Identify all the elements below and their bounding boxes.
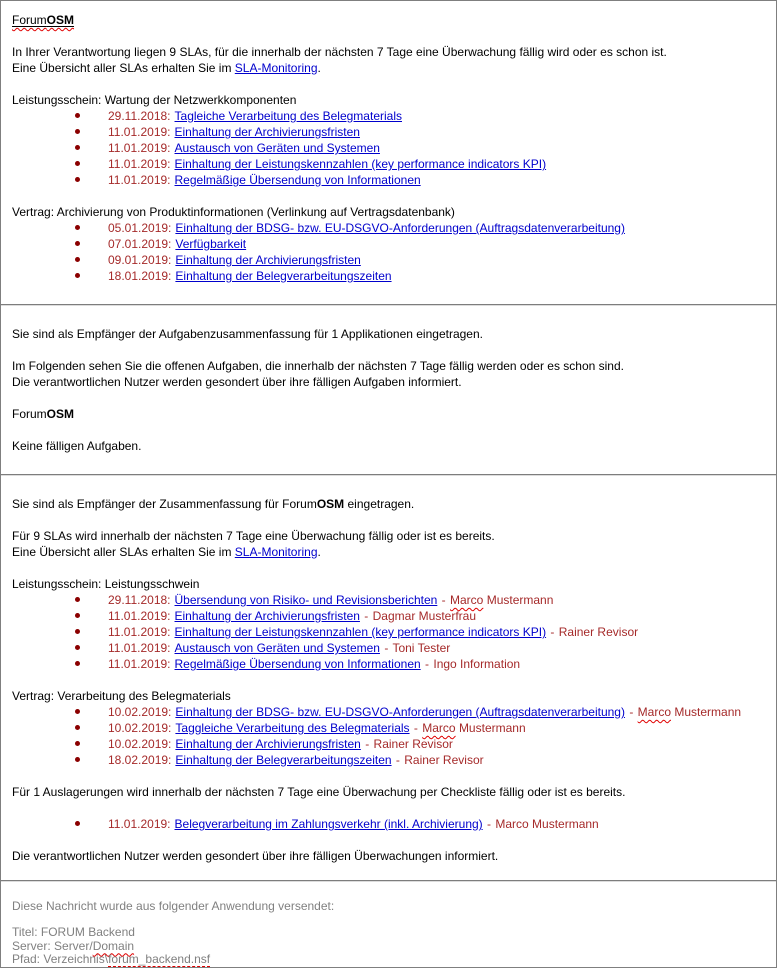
sla-item	[12, 172, 765, 188]
due-date: 09.01.2019:	[108, 253, 172, 267]
user-name: Mustermann	[486, 593, 554, 607]
sla-overview-prefix: Eine Übersicht aller SLAs erhalten Sie im	[12, 61, 232, 75]
tasks-summary-section	[1, 326, 776, 454]
due-date: 10.02.2019:	[108, 705, 172, 719]
due-date: 29.11.2018:	[108, 593, 171, 607]
item-separator: -	[441, 593, 446, 607]
sla-link[interactable]: Regelmäßige Übersendung von Informationen	[174, 173, 421, 187]
brand-prefix: Forum	[282, 497, 317, 511]
user-name-marked: Marco	[450, 593, 484, 607]
item-separator: -	[384, 641, 389, 655]
footer-server-line	[12, 940, 765, 954]
sla-link[interactable]: Austausch von Geräten und Systemen	[174, 141, 380, 155]
app-brand-inline	[282, 497, 344, 511]
sla-link[interactable]: Einhaltung der Archivierungsfristen	[174, 609, 360, 623]
user-name: Mustermann	[674, 705, 742, 719]
footer-path-line	[12, 953, 765, 967]
sla-link[interactable]: Taggleiche Verarbeitung des Belegmaterials	[175, 721, 410, 735]
user-name: Rainer Revisor	[558, 625, 639, 639]
sla-link[interactable]: Einhaltung der Archivierungsfristen	[174, 125, 360, 139]
sla-list	[12, 108, 765, 188]
tasks-recipient-line: Sie sind als Empfänger der Aufgabenzusammenfassung für 1 Applikationen eingetragen.	[12, 327, 483, 341]
footer-path-prefix: Pfad: Verzeichnis\	[12, 952, 109, 966]
sla-item	[12, 236, 765, 252]
due-date: 18.01.2019:	[108, 269, 172, 283]
due-date: 10.02.2019:	[108, 721, 172, 735]
sla-list	[12, 220, 765, 284]
item-separator: -	[550, 625, 555, 639]
due-date: 11.01.2019:	[108, 157, 171, 171]
sla-item	[12, 108, 765, 124]
sla-list	[12, 592, 765, 672]
due-date: 11.01.2019:	[108, 625, 171, 639]
due-date: 29.11.2018:	[108, 109, 171, 123]
due-date: 11.01.2019:	[108, 141, 171, 155]
due-date: 07.01.2019:	[108, 237, 172, 251]
user-name: Marco Mustermann	[495, 817, 599, 831]
summary-due-line: Für 9 SLAs wird innerhalb der nächsten 7 Tage eine Überwachung fällig oder ist es bereits.	[12, 529, 495, 543]
due-date: 11.01.2019:	[108, 641, 171, 655]
sla-link[interactable]: Verfügbarkeit	[175, 237, 247, 251]
sla-item	[12, 124, 765, 140]
sla-link[interactable]: Tagleiche Verarbeitung des Belegmaterials	[174, 109, 402, 123]
sla-list	[12, 704, 765, 768]
group-title: Leistungsschein: Leistungsschwein	[12, 577, 200, 591]
item-separator: -	[487, 817, 492, 831]
sla-monitoring-link[interactable]: SLA-Monitoring	[234, 545, 318, 559]
group-title: Vertrag: Archivierung von Produktinformationen (Verlinkung auf Vertragsdatenbank)	[12, 205, 455, 219]
sla-link[interactable]: Belegverarbeitung im Zahlungsverkehr (inkl. Archivierung)	[174, 817, 483, 831]
sla-item	[12, 624, 765, 640]
item-separator: -	[413, 721, 418, 735]
closing-line: Die verantwortlichen Nutzer werden gesondert über ihre fälligen Überwachungen informiert.	[12, 849, 499, 863]
sla-item	[12, 816, 765, 832]
due-date: 11.01.2019:	[108, 657, 171, 671]
sla-item	[12, 704, 765, 720]
sla-link[interactable]: Einhaltung der BDSG- bzw. EU-DSGVO-Anforderungen (Auftragsdatenverarbeitung)	[175, 705, 625, 719]
section-divider	[1, 880, 776, 882]
sla-item	[12, 752, 765, 768]
user-name: Toni Tester	[392, 641, 451, 655]
sla-link[interactable]: Einhaltung der Leistungskennzahlen (key performance indicators KPI)	[174, 157, 547, 171]
user-name: Ingo Information	[433, 657, 521, 671]
brand-prefix: Forum	[12, 407, 47, 421]
sla-link[interactable]: Einhaltung der Leistungskennzahlen (key performance indicators KPI)	[174, 625, 547, 639]
sla-link[interactable]: Einhaltung der Archivierungsfristen	[175, 253, 361, 267]
sla-item	[12, 252, 765, 268]
no-tasks-line: Keine fälligen Aufgaben.	[12, 439, 142, 453]
sla-item	[12, 220, 765, 236]
due-date: 05.01.2019:	[108, 221, 172, 235]
summary-recipient-suffix: eingetragen.	[347, 497, 415, 511]
group-title: Vertrag: Verarbeitung des Belegmaterials	[12, 689, 231, 703]
tasks-info-line1: Im Folgenden sehen Sie die offenen Aufgaben, die innerhalb der nächsten 7 Tage fällig werden oder es schon sind.	[12, 359, 624, 373]
section-divider	[1, 474, 776, 476]
sla-link[interactable]: Regelmäßige Übersendung von Informationen	[174, 657, 421, 671]
app-brand-heading	[12, 12, 765, 28]
summary-intro	[12, 528, 765, 560]
sla-item	[12, 608, 765, 624]
due-date: 10.02.2019:	[108, 737, 172, 751]
user-name: Dagmar Musterfrau	[372, 609, 477, 623]
sla-link[interactable]: Einhaltung der Belegverarbeitungszeiten	[175, 753, 392, 767]
user-name-marked: Marco	[637, 705, 671, 719]
sla-link[interactable]: Austausch von Geräten und Systemen	[174, 641, 380, 655]
item-separator: -	[364, 609, 369, 623]
summary-recipient-prefix: Sie sind als Empfänger der Zusammenfassung für	[12, 497, 279, 511]
footer-app-info	[12, 926, 765, 967]
sla-item	[12, 736, 765, 752]
sla-item	[12, 592, 765, 608]
user-name: Rainer Revisor	[373, 737, 453, 751]
footer-server-prefix: Server: Server/	[12, 938, 93, 953]
item-separator: -	[395, 753, 400, 767]
footer-sent-line: Diese Nachricht wurde aus folgender Anwendung versendet:	[12, 899, 335, 913]
tasks-info	[12, 358, 765, 390]
sla-link[interactable]: Einhaltung der BDSG- bzw. EU-DSGVO-Anforderungen (Auftragsdatenverarbeitung)	[175, 221, 625, 235]
due-date: 11.01.2019:	[108, 609, 171, 623]
due-date: 11.01.2019:	[108, 817, 171, 831]
brand-suffix: OSM	[316, 497, 345, 511]
sla-item	[12, 720, 765, 736]
summary-overview-suffix: .	[317, 545, 321, 559]
forum-summary-section	[1, 496, 776, 864]
sla-link[interactable]: Übersendung von Risiko- und Revisionsberichten	[174, 593, 438, 607]
footer-server-domain: Domain	[92, 938, 135, 953]
sla-link[interactable]: Einhaltung der Belegverarbeitungszeiten	[175, 269, 392, 283]
item-separator: -	[629, 705, 634, 719]
tasks-info-line2: Die verantwortlichen Nutzer werden gesondert über ihre fälligen Aufgaben informiert.	[12, 375, 462, 389]
app-brand-heading	[12, 406, 765, 422]
footer-title-line: Titel: FORUM Backend	[12, 925, 135, 939]
group-title: Leistungsschein: Wartung der Netzwerkkomponenten	[12, 93, 297, 107]
due-date: 11.01.2019:	[108, 173, 171, 187]
user-name: Mustermann	[458, 721, 526, 735]
sla-overview-suffix: .	[317, 61, 321, 75]
summary-recipient-line	[12, 496, 765, 512]
sla-intro-text: In Ihrer Verantwortung liegen 9 SLAs, für die innerhalb der nächsten 7 Tage eine Überwachung fällig wird oder es schon ist.	[12, 45, 667, 59]
sla-overview-section	[1, 12, 776, 284]
sla-item	[12, 268, 765, 284]
due-date: 11.01.2019:	[108, 125, 171, 139]
sla-link[interactable]: Einhaltung der Archivierungsfristen	[175, 737, 361, 751]
sla-item	[12, 156, 765, 172]
due-date: 18.02.2019:	[108, 753, 172, 767]
brand-prefix: Forum	[12, 13, 47, 27]
sla-intro	[12, 44, 765, 76]
user-name: Rainer Revisor	[404, 753, 484, 767]
user-name-marked: Marco	[422, 721, 456, 735]
sla-item	[12, 656, 765, 672]
brand-suffix: OSM	[46, 407, 75, 421]
brand-suffix: OSM	[46, 13, 75, 27]
footer-path-file: forum_backend.nsf	[108, 952, 211, 966]
item-separator: -	[365, 737, 370, 751]
item-separator: -	[425, 657, 430, 671]
sla-monitoring-link[interactable]: SLA-Monitoring	[234, 61, 318, 75]
checklist-line: Für 1 Auslagerungen wird innerhalb der nächsten 7 Tage eine Überwachung per Checkliste fällig oder ist es bereits.	[12, 785, 626, 799]
checklist-list	[12, 816, 765, 832]
sla-item	[12, 640, 765, 656]
footer-section	[1, 898, 776, 967]
sla-item	[12, 140, 765, 156]
section-divider	[1, 304, 776, 306]
summary-overview-prefix: Eine Übersicht aller SLAs erhalten Sie im	[12, 545, 232, 559]
